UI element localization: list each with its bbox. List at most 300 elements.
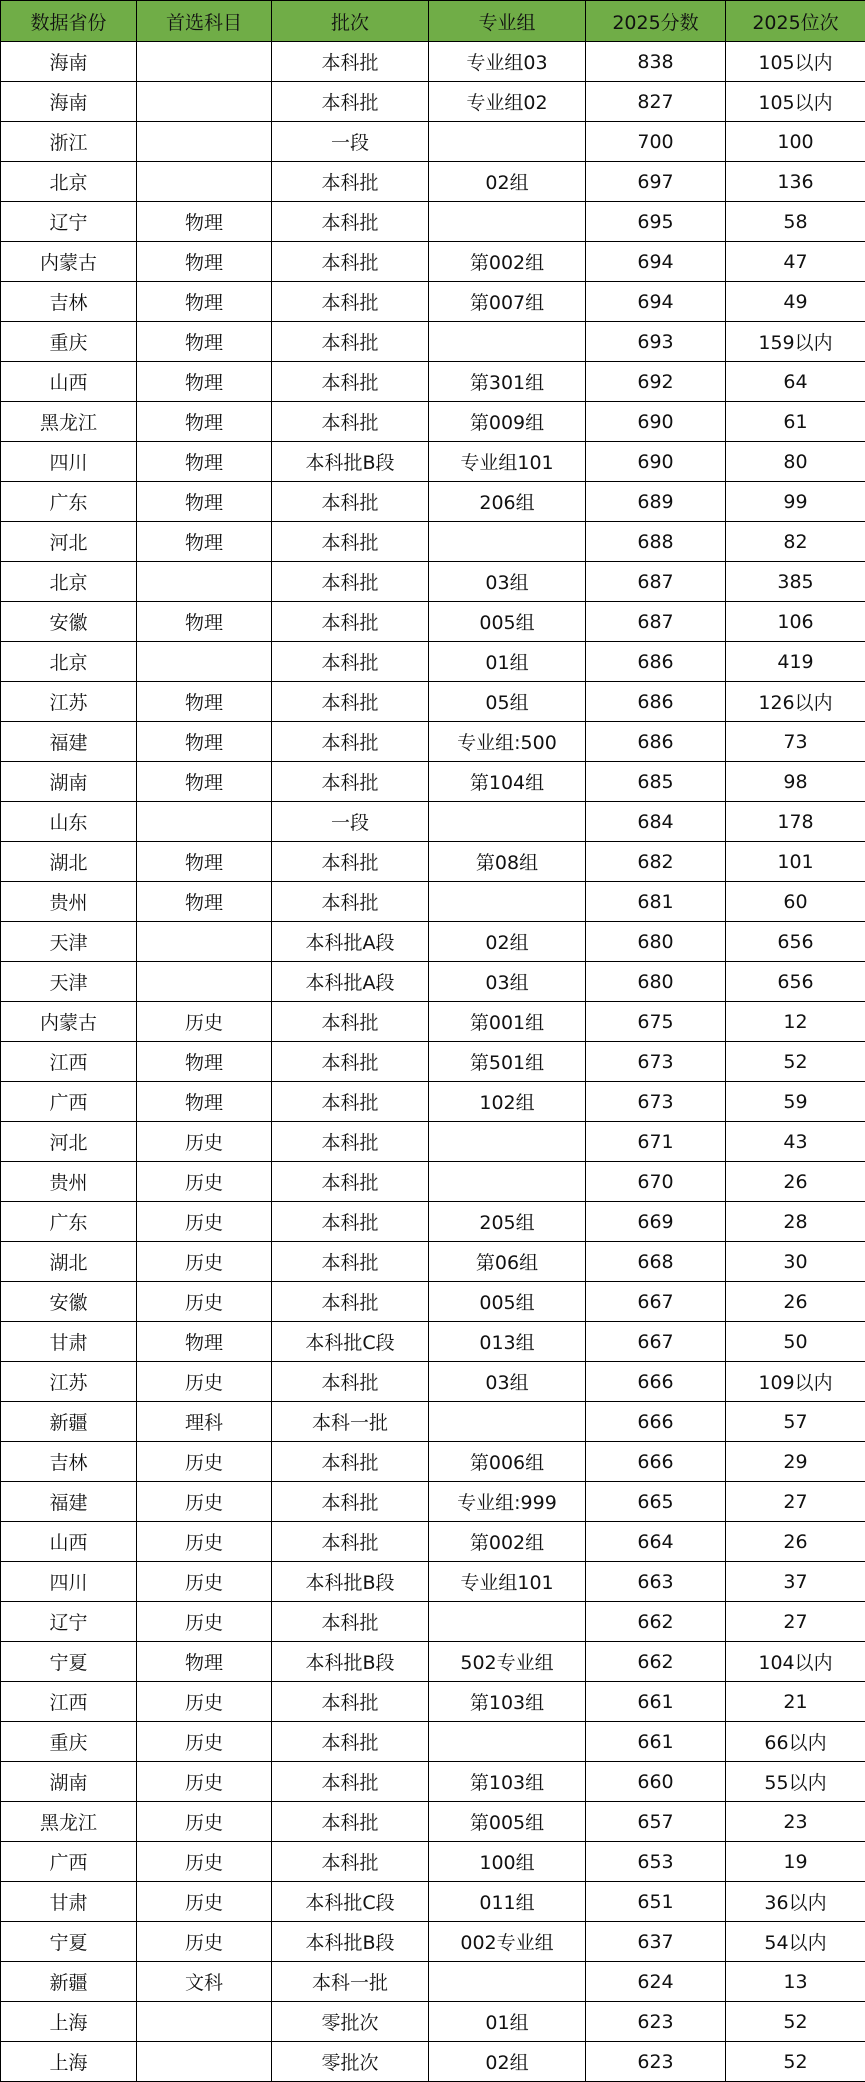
table-row [1,1242,865,1282]
table-row [1,522,865,562]
cell-batch: 本科批 [272,82,429,122]
cell-subject [137,2042,272,2082]
cell-score: 697 [586,162,726,202]
cell-major-group: 第006组 [429,1442,586,1482]
table-row [1,1802,865,1842]
cell-province: 河北 [1,522,137,562]
cell-rank: 23 [726,1802,865,1842]
table-row [1,882,865,922]
cell-subject: 历史 [137,1882,272,1922]
cell-rank: 656 [726,962,865,1002]
table-row [1,1722,865,1762]
table-row [1,1922,865,1962]
table-row [1,1282,865,1322]
cell-batch: 本科批 [272,1602,429,1642]
cell-rank: 66以内 [726,1722,865,1762]
cell-province: 新疆 [1,1962,137,2002]
cell-province: 北京 [1,562,137,602]
table-row [1,1642,865,1682]
cell-subject [137,2002,272,2042]
cell-subject: 物理 [137,402,272,442]
cell-province: 安徽 [1,602,137,642]
cell-province: 海南 [1,42,137,82]
cell-major-group: 01组 [429,642,586,682]
cell-subject [137,922,272,962]
cell-score: 668 [586,1242,726,1282]
cell-score: 673 [586,1042,726,1082]
cell-batch: 本科批 [272,1842,429,1882]
table-row [1,322,865,362]
cell-province: 贵州 [1,882,137,922]
cell-rank: 105以内 [726,82,865,122]
cell-subject: 历史 [137,1802,272,1842]
cell-subject [137,562,272,602]
cell-batch: 本科批B段 [272,442,429,482]
cell-score: 686 [586,722,726,762]
cell-score: 687 [586,562,726,602]
table-row [1,1682,865,1722]
cell-rank: 419 [726,642,865,682]
cell-major-group: 205组 [429,1202,586,1242]
cell-subject: 理科 [137,1402,272,1442]
cell-rank: 30 [726,1242,865,1282]
cell-major-group: 第501组 [429,1042,586,1082]
cell-batch: 一段 [272,122,429,162]
cell-rank: 55以内 [726,1762,865,1802]
cell-batch: 本科批 [272,1722,429,1762]
cell-rank: 136 [726,162,865,202]
cell-subject: 历史 [137,1842,272,1882]
cell-subject: 物理 [137,1642,272,1682]
cell-batch: 本科一批 [272,1962,429,2002]
cell-batch: 本科批 [272,1202,429,1242]
cell-rank: 52 [726,1042,865,1082]
cell-subject: 历史 [137,1922,272,1962]
cell-province: 江苏 [1,1362,137,1402]
cell-score: 680 [586,962,726,1002]
cell-score: 664 [586,1522,726,1562]
cell-batch: 零批次 [272,2002,429,2042]
cell-subject [137,122,272,162]
cell-score: 637 [586,1922,726,1962]
cell-rank: 82 [726,522,865,562]
cell-batch: 本科批 [272,242,429,282]
cell-major-group: 05组 [429,682,586,722]
cell-batch: 本科批 [272,162,429,202]
cell-rank: 73 [726,722,865,762]
cell-score: 673 [586,1082,726,1122]
header-score: 2025分数 [586,1,726,42]
cell-batch: 本科批 [272,642,429,682]
cell-major-group [429,202,586,242]
cell-province: 福建 [1,1482,137,1522]
cell-rank: 37 [726,1562,865,1602]
cell-major-group: 002专业组 [429,1922,586,1962]
cell-score: 670 [586,1162,726,1202]
cell-major-group: 005组 [429,1282,586,1322]
cell-subject: 物理 [137,442,272,482]
cell-subject: 物理 [137,1082,272,1122]
cell-major-group [429,1602,586,1642]
cell-province: 湖南 [1,1762,137,1802]
table-row [1,1162,865,1202]
cell-province: 山西 [1,1522,137,1562]
cell-subject: 物理 [137,362,272,402]
cell-rank: 656 [726,922,865,962]
cell-subject: 物理 [137,282,272,322]
cell-score: 661 [586,1682,726,1722]
cell-subject: 历史 [137,1482,272,1522]
cell-major-group [429,122,586,162]
cell-score: 687 [586,602,726,642]
cell-province: 内蒙古 [1,1002,137,1042]
cell-province: 黑龙江 [1,402,137,442]
cell-score: 653 [586,1842,726,1882]
cell-batch: 本科批 [272,522,429,562]
header-row [1,1,865,42]
cell-province: 黑龙江 [1,1802,137,1842]
table-row [1,1082,865,1122]
cell-subject: 物理 [137,522,272,562]
cell-province: 天津 [1,922,137,962]
table-row [1,1002,865,1042]
cell-major-group: 02组 [429,2042,586,2082]
cell-batch: 本科批A段 [272,922,429,962]
table-row [1,1882,865,1922]
cell-major-group: 03组 [429,962,586,1002]
cell-score: 623 [586,2002,726,2042]
cell-subject: 物理 [137,1042,272,1082]
cell-subject: 历史 [137,1122,272,1162]
cell-score: 675 [586,1002,726,1042]
cell-major-group: 第06组 [429,1242,586,1282]
cell-batch: 本科批 [272,1082,429,1122]
cell-score: 661 [586,1722,726,1762]
cell-batch: 本科批 [272,1442,429,1482]
cell-province: 安徽 [1,1282,137,1322]
cell-score: 666 [586,1442,726,1482]
cell-subject: 文科 [137,1962,272,2002]
cell-batch: 本科批 [272,322,429,362]
cell-score: 657 [586,1802,726,1842]
cell-province: 重庆 [1,322,137,362]
cell-province: 宁夏 [1,1922,137,1962]
cell-score: 700 [586,122,726,162]
cell-batch: 本科一批 [272,1402,429,1442]
table-row [1,722,865,762]
cell-rank: 104以内 [726,1642,865,1682]
cell-major-group [429,522,586,562]
cell-score: 690 [586,442,726,482]
cell-score: 667 [586,1322,726,1362]
cell-score: 694 [586,282,726,322]
cell-major-group: 第009组 [429,402,586,442]
cell-score: 623 [586,2042,726,2082]
cell-subject [137,162,272,202]
cell-batch: 本科批 [272,362,429,402]
table-row [1,482,865,522]
table-row [1,1962,865,2002]
cell-rank: 58 [726,202,865,242]
table-row [1,1362,865,1402]
cell-batch: 本科批C段 [272,1322,429,1362]
cell-province: 内蒙古 [1,242,137,282]
cell-major-group: 专业组02 [429,82,586,122]
cell-batch: 本科批 [272,1042,429,1082]
header-subject: 首选科目 [137,1,272,42]
cell-province: 甘肃 [1,1882,137,1922]
table-row [1,562,865,602]
cell-batch: 本科批B段 [272,1922,429,1962]
cell-subject: 历史 [137,1442,272,1482]
table-row [1,2042,865,2082]
cell-subject [137,42,272,82]
table-row [1,402,865,442]
cell-rank: 80 [726,442,865,482]
cell-province: 广东 [1,1202,137,1242]
cell-subject: 物理 [137,842,272,882]
cell-score: 689 [586,482,726,522]
table-row [1,82,865,122]
cell-rank: 21 [726,1682,865,1722]
cell-major-group: 011组 [429,1882,586,1922]
cell-province: 重庆 [1,1722,137,1762]
cell-score: 662 [586,1642,726,1682]
cell-major-group: 专业组03 [429,42,586,82]
cell-score: 685 [586,762,726,802]
header-batch: 批次 [272,1,429,42]
cell-score: 690 [586,402,726,442]
cell-batch: 本科批 [272,1362,429,1402]
cell-score: 671 [586,1122,726,1162]
cell-rank: 59 [726,1082,865,1122]
table-row [1,762,865,802]
cell-province: 上海 [1,2002,137,2042]
cell-rank: 109以内 [726,1362,865,1402]
cell-rank: 100 [726,122,865,162]
table-row [1,1842,865,1882]
table-row [1,1122,865,1162]
cell-batch: 本科批 [272,282,429,322]
cell-major-group: 102组 [429,1082,586,1122]
cell-rank: 60 [726,882,865,922]
cell-subject: 历史 [137,1682,272,1722]
cell-province: 吉林 [1,1442,137,1482]
cell-major-group [429,1122,586,1162]
cell-batch: 本科批 [272,202,429,242]
cell-major-group [429,1962,586,2002]
cell-major-group: 第103组 [429,1682,586,1722]
cell-major-group: 013组 [429,1322,586,1362]
cell-rank: 29 [726,1442,865,1482]
cell-province: 江西 [1,1042,137,1082]
cell-major-group: 03组 [429,562,586,602]
cell-subject [137,962,272,1002]
cell-major-group [429,802,586,842]
cell-subject: 历史 [137,1162,272,1202]
table-row [1,802,865,842]
cell-batch: 本科批 [272,1282,429,1322]
cell-batch: 本科批 [272,602,429,642]
cell-batch: 本科批B段 [272,1562,429,1602]
table-row [1,1562,865,1602]
cell-province: 北京 [1,162,137,202]
cell-score: 684 [586,802,726,842]
cell-score: 682 [586,842,726,882]
cell-province: 福建 [1,722,137,762]
cell-rank: 126以内 [726,682,865,722]
cell-rank: 13 [726,1962,865,2002]
cell-subject: 历史 [137,1242,272,1282]
cell-batch: 本科批A段 [272,962,429,1002]
cell-province: 江西 [1,1682,137,1722]
cell-province: 广西 [1,1082,137,1122]
cell-province: 甘肃 [1,1322,137,1362]
cell-province: 山东 [1,802,137,842]
cell-subject: 物理 [137,602,272,642]
cell-province: 广西 [1,1842,137,1882]
cell-score: 692 [586,362,726,402]
cell-subject: 历史 [137,1002,272,1042]
cell-subject: 物理 [137,882,272,922]
table-row [1,1202,865,1242]
cell-score: 663 [586,1562,726,1602]
cell-batch: 本科批 [272,1762,429,1802]
cell-subject: 历史 [137,1522,272,1562]
table-row [1,42,865,82]
cell-major-group [429,882,586,922]
table-row [1,962,865,1002]
table-row [1,1442,865,1482]
cell-rank: 98 [726,762,865,802]
cell-rank: 57 [726,1402,865,1442]
cell-province: 湖北 [1,842,137,882]
cell-province: 北京 [1,642,137,682]
cell-score: 669 [586,1202,726,1242]
header-rank: 2025位次 [726,1,865,42]
cell-rank: 47 [726,242,865,282]
cell-batch: 本科批 [272,42,429,82]
cell-subject [137,82,272,122]
cell-rank: 159以内 [726,322,865,362]
cell-major-group: 第08组 [429,842,586,882]
cell-major-group: 第103组 [429,1762,586,1802]
cell-batch: 本科批B段 [272,1642,429,1682]
cell-province: 湖北 [1,1242,137,1282]
cell-major-group [429,1722,586,1762]
cell-province: 辽宁 [1,1602,137,1642]
cell-batch: 本科批 [272,402,429,442]
cell-subject: 历史 [137,1762,272,1802]
cell-subject: 物理 [137,482,272,522]
cell-rank: 99 [726,482,865,522]
cell-province: 天津 [1,962,137,1002]
cell-major-group: 03组 [429,1362,586,1402]
table-row [1,2002,865,2042]
cell-batch: 本科批 [272,1002,429,1042]
header-province: 数据省份 [1,1,137,42]
cell-rank: 27 [726,1602,865,1642]
cell-province: 海南 [1,82,137,122]
table-row [1,242,865,282]
cell-province: 上海 [1,2042,137,2082]
cell-score: 838 [586,42,726,82]
cell-major-group: 专业组:999 [429,1482,586,1522]
cell-score: 693 [586,322,726,362]
cell-rank: 54以内 [726,1922,865,1962]
cell-batch: 本科批 [272,1482,429,1522]
cell-score: 681 [586,882,726,922]
cell-batch: 本科批 [272,1162,429,1202]
cell-batch: 本科批 [272,1682,429,1722]
cell-province: 新疆 [1,1402,137,1442]
cell-province: 江苏 [1,682,137,722]
header-major-group: 专业组 [429,1,586,42]
cell-rank: 178 [726,802,865,842]
cell-score: 695 [586,202,726,242]
cell-major-group: 第001组 [429,1002,586,1042]
cell-subject: 物理 [137,682,272,722]
cell-province: 四川 [1,1562,137,1602]
cell-major-group: 02组 [429,922,586,962]
table-body [1,42,865,2082]
cell-province: 辽宁 [1,202,137,242]
cell-major-group [429,322,586,362]
table-row [1,362,865,402]
cell-rank: 64 [726,362,865,402]
cell-subject: 历史 [137,1362,272,1402]
cell-rank: 101 [726,842,865,882]
cell-score: 694 [586,242,726,282]
table-row [1,442,865,482]
cell-province: 贵州 [1,1162,137,1202]
table-row [1,122,865,162]
table-row [1,682,865,722]
cell-batch: 本科批 [272,882,429,922]
cell-batch: 本科批 [272,562,429,602]
cell-major-group: 01组 [429,2002,586,2042]
cell-subject: 历史 [137,1202,272,1242]
cell-score: 680 [586,922,726,962]
cell-rank: 49 [726,282,865,322]
cell-rank: 19 [726,1842,865,1882]
cell-major-group: 第005组 [429,1802,586,1842]
cell-province: 宁夏 [1,1642,137,1682]
cell-rank: 61 [726,402,865,442]
cell-batch: 本科批 [272,1802,429,1842]
cell-province: 广东 [1,482,137,522]
cell-subject: 历史 [137,1282,272,1322]
cell-subject: 历史 [137,1602,272,1642]
cell-rank: 52 [726,2042,865,2082]
cell-province: 浙江 [1,122,137,162]
cell-subject: 物理 [137,722,272,762]
cell-batch: 本科批 [272,722,429,762]
cell-subject: 物理 [137,202,272,242]
cell-major-group: 100组 [429,1842,586,1882]
cell-subject: 物理 [137,242,272,282]
table-row [1,602,865,642]
table-row [1,1482,865,1522]
table-row [1,922,865,962]
cell-batch: 本科批 [272,1242,429,1282]
cell-subject: 物理 [137,322,272,362]
cell-batch: 本科批C段 [272,1882,429,1922]
cell-rank: 12 [726,1002,865,1042]
cell-province: 吉林 [1,282,137,322]
table-row [1,282,865,322]
cell-province: 四川 [1,442,137,482]
